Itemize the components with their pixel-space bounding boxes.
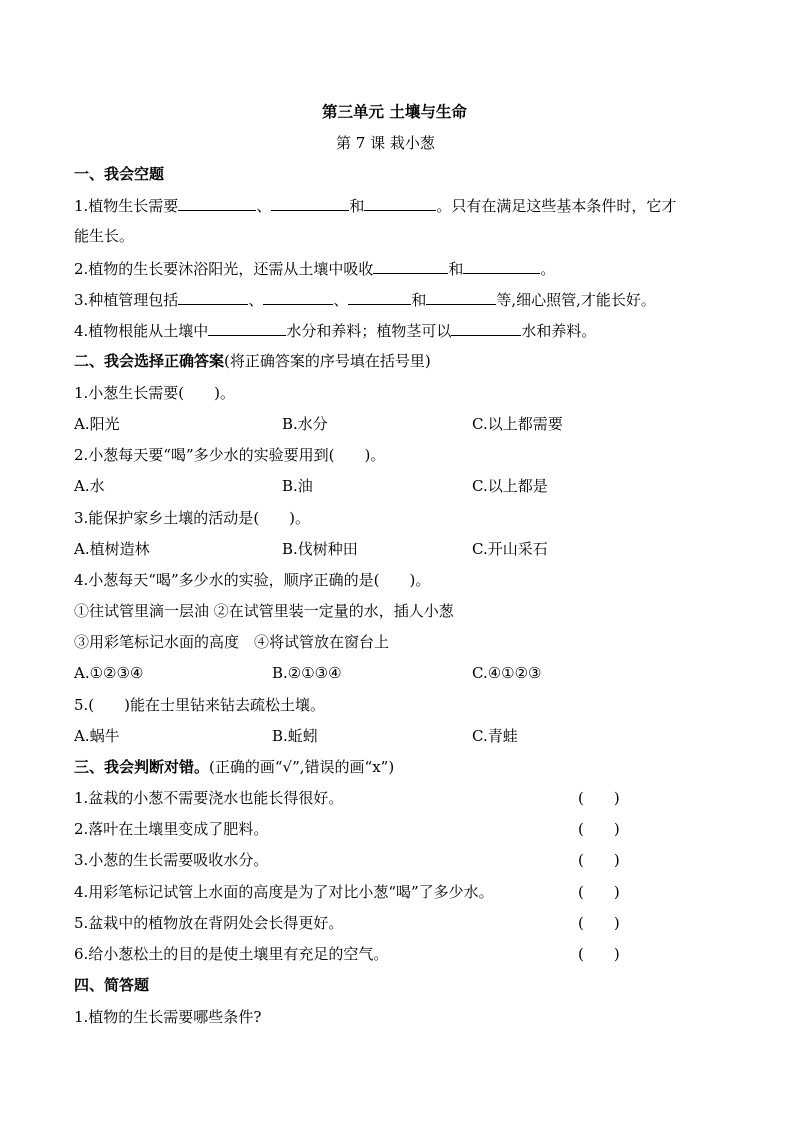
judge-answer-paren[interactable]: ( ) <box>578 820 620 838</box>
choice-option-a[interactable]: A.水 <box>74 477 105 495</box>
fill-q1-rest: 。只有在满足这些基本条件时，它才 <box>436 197 677 215</box>
judge-answer-paren[interactable]: ( ) <box>578 789 620 807</box>
fill-q3-text: 3.种植管理包括 <box>74 291 179 309</box>
judge-item: 6.给小葱松土的目的是使土壤里有充足的空气。 <box>74 945 389 963</box>
short-question-1: 1.植物的生长需要哪些条件? <box>74 1008 262 1026</box>
choice-option-a[interactable]: A.蜗牛 <box>74 727 120 745</box>
judge-answer-paren[interactable]: ( ) <box>578 851 620 869</box>
judge-answer-paren[interactable]: ( ) <box>578 945 620 963</box>
fill-q3-end: 等,细心照管,才能长好。 <box>496 291 656 309</box>
answer-blank[interactable] <box>451 320 521 336</box>
lesson-title: 第 7 课 栽小葱 <box>336 134 435 152</box>
choice-option-a[interactable]: A.①②③④ <box>74 664 144 682</box>
choice-option-a[interactable]: A.阳光 <box>74 415 120 433</box>
section-judge-note: (正确的画“√”,错误的画“x”) <box>209 758 395 776</box>
answer-blank[interactable] <box>463 258 540 274</box>
choice-option-b[interactable]: B.蚯蚓 <box>272 727 318 745</box>
answer-blank[interactable] <box>364 195 436 211</box>
fill-q2-text: 2.植物的生长要沐浴阳光，还需从土壤中吸收 <box>74 260 374 278</box>
choice-option-c[interactable]: C.开山采石 <box>472 540 548 558</box>
choice-option-c[interactable]: C.以上都需要 <box>472 415 563 433</box>
fill-q3-and: 和 <box>411 291 427 309</box>
choice-option-c[interactable]: C.青蛙 <box>472 727 518 745</box>
choice-question-5: 5.( )能在士里钻来钻去疏松土壤。 <box>74 696 326 714</box>
judge-item: 1.盆栽的小葱不需要浇水也能长得很好。 <box>74 789 344 807</box>
unit-title: 第三单元 土壤与生命 <box>322 102 467 121</box>
section-choice-heading <box>74 351 431 371</box>
fill-q4-mid: 水分和养料；植物茎可以 <box>286 322 452 340</box>
section-fill-heading: 一、我会空题 <box>74 165 165 183</box>
fill-q4-text: 4.植物根能从土壤中 <box>74 322 209 340</box>
choice-question-2: 2.小葱每天要“喝”多少水的实验要用到( )。 <box>74 446 386 464</box>
choice-question-3: 3.能保护家乡土壤的活动是( )。 <box>74 509 311 527</box>
answer-blank[interactable] <box>426 289 496 305</box>
fill-question-1 <box>74 195 676 216</box>
fill-q1-and: 和 <box>349 197 365 215</box>
fill-q3-sep: 、 <box>333 291 349 309</box>
fill-question-1-cont: 能生长。 <box>74 227 135 245</box>
section-judge-heading <box>74 757 394 777</box>
judge-answer-paren[interactable]: ( ) <box>578 883 620 901</box>
choice-option-b[interactable]: B.油 <box>282 477 313 495</box>
answer-blank[interactable] <box>178 195 256 211</box>
answer-blank[interactable] <box>208 320 286 336</box>
fill-q1-text: 1.植物生长需要 <box>74 197 179 215</box>
fill-question-3 <box>74 289 656 310</box>
section-choice-note: (将正确答案的序号填在括号里) <box>224 352 431 370</box>
judge-item: 2.落叶在土壤里变成了肥料。 <box>74 820 269 838</box>
choice-question-4-steps-1: ①往试管里滴一层油 ②在试管里装一定量的水，插人小葱 <box>74 602 454 620</box>
fill-q1-sep: 、 <box>256 197 272 215</box>
answer-blank[interactable] <box>178 289 248 305</box>
choice-question-4-steps-2: ③用彩笔标记水面的高度 ④将试管放在窗台上 <box>74 633 390 651</box>
choice-question-1: 1.小葱生长需要( )。 <box>74 384 236 402</box>
judge-answer-paren[interactable]: ( ) <box>578 914 620 932</box>
choice-option-c[interactable]: C.以上都是 <box>472 477 548 495</box>
fill-q2-end: 。 <box>540 260 556 278</box>
choice-option-a[interactable]: A.植树造林 <box>74 540 150 558</box>
answer-blank[interactable] <box>373 258 448 274</box>
fill-q3-sep: 、 <box>248 291 264 309</box>
fill-q2-and: 和 <box>448 260 464 278</box>
choice-question-4: 4.小葱每天“喝”多少水的实验，顺序正确的是( )。 <box>74 571 431 589</box>
choice-option-b[interactable]: B.水分 <box>282 415 328 433</box>
fill-question-4 <box>74 320 596 341</box>
fill-q4-end: 水和养料。 <box>521 322 597 340</box>
judge-item: 3.小葱的生长需要吸收水分。 <box>74 851 269 869</box>
choice-option-c[interactable]: C.④①②③ <box>472 664 542 682</box>
choice-option-b[interactable]: B.②①③④ <box>272 664 342 682</box>
judge-item: 4.用彩笔标记试管上水面的高度是为了对比小葱“喝”了多少水。 <box>74 883 494 901</box>
answer-blank[interactable] <box>263 289 333 305</box>
answer-blank[interactable] <box>271 195 349 211</box>
judge-item: 5.盆栽中的植物放在背阴处会长得更好。 <box>74 914 344 932</box>
answer-blank[interactable] <box>348 289 411 305</box>
section-choice-title: 二、我会选择正确答案 <box>74 352 225 370</box>
section-judge-title: 三、我会判断对错。 <box>74 758 210 776</box>
section-short-heading: 四、简答题 <box>74 976 150 994</box>
fill-question-2 <box>74 258 555 279</box>
choice-option-b[interactable]: B.伐树种田 <box>282 540 358 558</box>
